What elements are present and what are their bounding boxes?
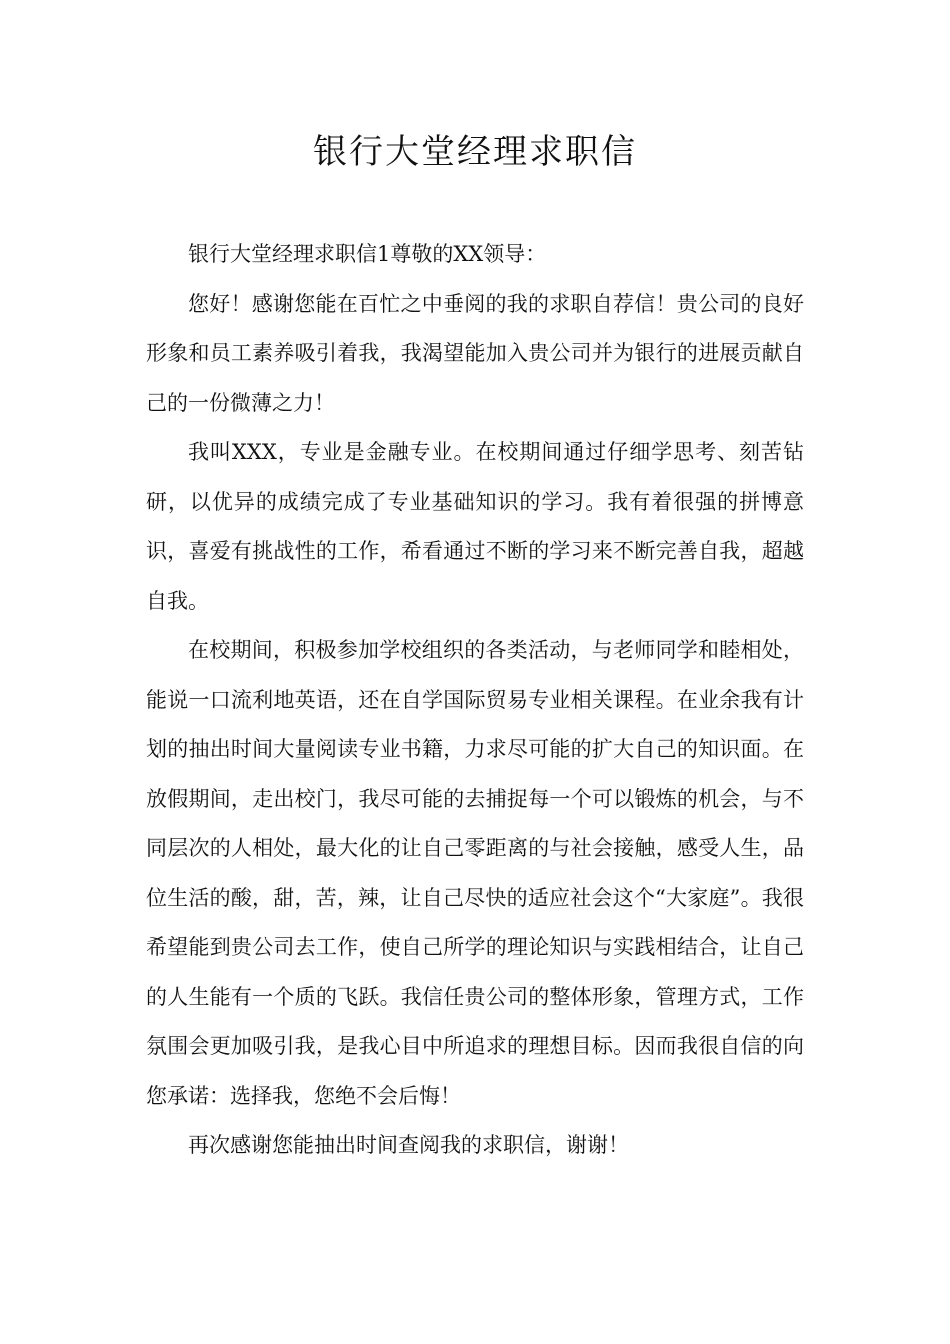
paragraph-salutation: 银行大堂经理求职信1尊敬的XX领导：	[188, 242, 547, 266]
letter-body	[146, 230, 804, 1171]
paragraph-experience: 在校期间，积极参加学校组织的各类活动，与老师同学和睦相处，能说一口流利地英语，还在自学国际贸易专业相关课程。在业余我有计划的抽出时间大量阅读专业书籍，力求尽可能的扩大自己的知识面。在放假期间，走出校门，我尽可能的去捕捉每一个可以锻炼的机会，与不同层次的人相处，最大化的让自己零距离的与社会接触，感受人生，品位生活的酸，甜，苦，辣，让自己尽快的适应社会这个“大家庭”。我很希望能到贵公司去工作，使自己所学的理论知识与实践相结合，让自己的人生能有一个质的飞跃。我信任贵公司的整体形象，管理方式，工作氛围会更加吸引我，是我心目中所追求的理想目标。因而我很自信的向您承诺：选择我，您绝不会后悔！	[146, 638, 804, 1108]
paragraph-introduction: 我叫XXX，专业是金融专业。在校期间通过仔细学思考、刻苦钻研，以优异的成绩完成了专业基础知识的学习。我有着很强的拼博意识，喜爱有挑战性的工作，希看通过不断的学习来不断完善自我，超越自我。	[146, 440, 804, 613]
paragraph-greeting: 您好！感谢您能在百忙之中垂阅的我的求职自荐信！贵公司的良好形象和员工素养吸引着我，我渴望能加入贵公司并为银行的进展贡献自己的一份微薄之力！	[146, 291, 804, 415]
document-title: 银行大堂经理求职信	[313, 132, 637, 172]
paragraph-closing: 再次感谢您能抽出时间查阅我的求职信，谢谢！	[188, 1133, 629, 1157]
